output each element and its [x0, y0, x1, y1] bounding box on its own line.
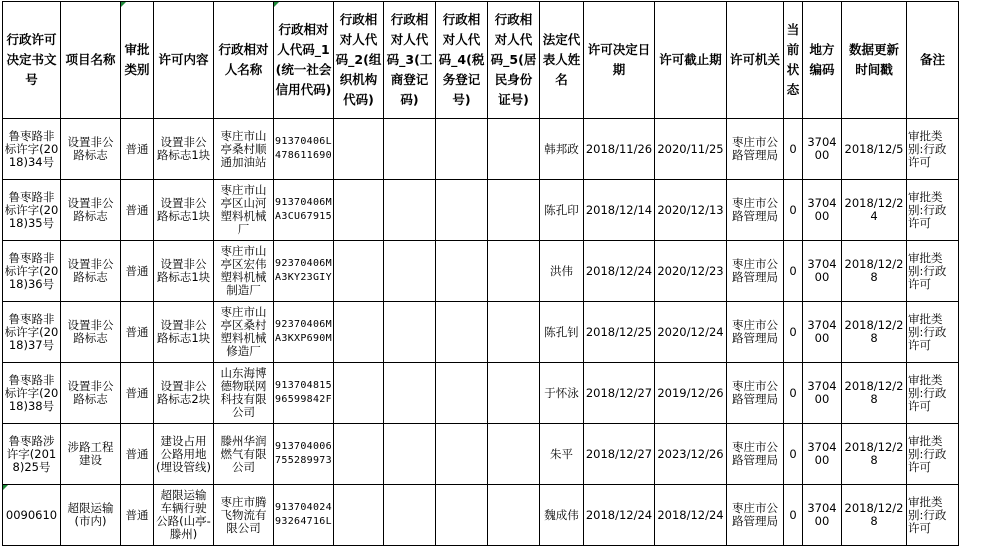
table-cell[interactable]: 设置非公路标志1块: [154, 180, 214, 241]
table-cell[interactable]: 设置非公路标志1块: [154, 302, 214, 363]
table-cell[interactable]: [436, 241, 488, 302]
table-cell[interactable]: [334, 119, 384, 180]
table-cell[interactable]: 2020/12/23: [655, 241, 727, 302]
table-cell[interactable]: 2020/12/24: [655, 302, 727, 363]
table-cell[interactable]: [488, 241, 540, 302]
table-cell[interactable]: [384, 241, 436, 302]
table-cell[interactable]: [334, 485, 384, 546]
table-cell[interactable]: 审批类别:行政许可: [907, 180, 959, 241]
header-cell[interactable]: 地方编码: [803, 2, 842, 119]
header-cell[interactable]: 审批类别: [121, 2, 154, 119]
header-cell[interactable]: 许可机关: [727, 2, 784, 119]
table-cell[interactable]: 2018/12/28: [842, 241, 907, 302]
table-cell[interactable]: 0: [784, 241, 803, 302]
table-cell[interactable]: [436, 485, 488, 546]
table-cell[interactable]: [488, 485, 540, 546]
table-cell[interactable]: 审批类别:行政许可: [907, 302, 959, 363]
table-cell[interactable]: 913704006755289973: [274, 424, 334, 485]
table-cell[interactable]: [488, 424, 540, 485]
header-cell[interactable]: 项目名称: [61, 2, 121, 119]
table-cell[interactable]: 0: [784, 302, 803, 363]
table-row: [3, 424, 959, 485]
table-cell[interactable]: 鲁枣路非标许字(2018)36号: [3, 241, 61, 302]
table-cell[interactable]: 超限运输(市内): [61, 485, 121, 546]
table-cell[interactable]: [384, 363, 436, 424]
table-cell[interactable]: 设置非公路标志2块: [154, 363, 214, 424]
table-cell[interactable]: 370400: [803, 424, 842, 485]
table-cell[interactable]: 审批类别:行政许可: [907, 485, 959, 546]
table-row: [3, 180, 959, 241]
header-row: [3, 2, 959, 119]
table-cell[interactable]: 枣庄市山亭桑村顺通加油站: [214, 119, 274, 180]
table-cell[interactable]: 普通: [121, 119, 154, 180]
table-cell[interactable]: 370400: [803, 119, 842, 180]
table-cell[interactable]: 2018/12/24: [584, 485, 655, 546]
table-cell[interactable]: 2018/12/24: [655, 485, 727, 546]
table-cell[interactable]: 于怀泳: [540, 363, 584, 424]
table-cell[interactable]: 普通: [121, 363, 154, 424]
table-cell[interactable]: [436, 363, 488, 424]
table-cell[interactable]: [384, 119, 436, 180]
table-cell[interactable]: 鲁枣路涉许字(2018)25号: [3, 424, 61, 485]
license-table: [2, 1, 959, 546]
table-cell[interactable]: 超限运输车辆行驶公路(山亭-滕州): [154, 485, 214, 546]
header-cell[interactable]: 行政相对人名称: [214, 2, 274, 119]
table-row: [3, 119, 959, 180]
header-cell[interactable]: 行政相对人代码_4(税务登记号): [436, 2, 488, 119]
table-cell[interactable]: 滕州华润燃气有限公司: [214, 424, 274, 485]
table-cell[interactable]: 鲁枣路非标许字(2018)37号: [3, 302, 61, 363]
table-cell[interactable]: 枣庄市腾飞物流有限公司: [214, 485, 274, 546]
table-cell[interactable]: 370400: [803, 302, 842, 363]
table-cell[interactable]: 2023/12/26: [655, 424, 727, 485]
table-cell[interactable]: 枣庄市公路管理局: [727, 302, 784, 363]
table-cell[interactable]: 91370402493264716L: [274, 485, 334, 546]
table-cell[interactable]: 2020/12/13: [655, 180, 727, 241]
table-cell[interactable]: 枣庄市公路管理局: [727, 485, 784, 546]
table-cell[interactable]: 2018/12/28: [842, 363, 907, 424]
table-cell[interactable]: [488, 119, 540, 180]
table-cell[interactable]: 2018/12/24: [842, 180, 907, 241]
table-cell[interactable]: 0: [784, 180, 803, 241]
table-cell[interactable]: 洪伟: [540, 241, 584, 302]
table-cell[interactable]: 鲁枣路非标许字(2018)35号: [3, 180, 61, 241]
table-cell[interactable]: 枣庄市公路管理局: [727, 241, 784, 302]
header-cell[interactable]: 行政许可决定书文号: [3, 2, 61, 119]
comment-marker-icon: [274, 2, 279, 7]
header-cell[interactable]: 当前状态: [784, 2, 803, 119]
table-cell[interactable]: 韩邦政: [540, 119, 584, 180]
table-cell[interactable]: 91370481596599842F: [274, 363, 334, 424]
table-cell[interactable]: 设置非公路标志: [61, 119, 121, 180]
table-cell[interactable]: 2018/12/28: [842, 485, 907, 546]
table-cell[interactable]: [436, 119, 488, 180]
table-cell[interactable]: 审批类别:行政许可: [907, 241, 959, 302]
table-row: [3, 302, 959, 363]
comment-marker-icon: [121, 2, 126, 7]
table-cell[interactable]: [384, 180, 436, 241]
table-cell[interactable]: [488, 302, 540, 363]
table-cell[interactable]: [488, 180, 540, 241]
table-cell[interactable]: 朱平: [540, 424, 584, 485]
table-cell[interactable]: 设置非公路标志: [61, 241, 121, 302]
table-cell[interactable]: 2018/12/5: [842, 119, 907, 180]
table-cell[interactable]: 2018/11/26: [584, 119, 655, 180]
table-cell[interactable]: 普通: [121, 485, 154, 546]
table-cell[interactable]: 陈孔钊: [540, 302, 584, 363]
table-cell[interactable]: 0: [784, 363, 803, 424]
table-row: [3, 241, 959, 302]
table-cell[interactable]: 审批类别:行政许可: [907, 119, 959, 180]
table-cell[interactable]: 2018/12/28: [842, 302, 907, 363]
table-cell[interactable]: [334, 241, 384, 302]
table-cell[interactable]: 鲁枣路非标许字(2018)38号: [3, 363, 61, 424]
table-cell[interactable]: 0: [784, 119, 803, 180]
table-cell[interactable]: 设置非公路标志1块: [154, 241, 214, 302]
table-cell[interactable]: 91370406MA3CU67915: [274, 180, 334, 241]
table-cell[interactable]: [384, 302, 436, 363]
table-cell[interactable]: 枣庄市公路管理局: [727, 424, 784, 485]
table-cell[interactable]: 普通: [121, 424, 154, 485]
header-cell[interactable]: 法定代表人姓名: [540, 2, 584, 119]
table-cell[interactable]: 审批类别:行政许可: [907, 363, 959, 424]
table-cell[interactable]: 2018/12/14: [584, 180, 655, 241]
table-row: [3, 363, 959, 424]
table-cell[interactable]: 92370406MA3KXP690M: [274, 302, 334, 363]
header-cell[interactable]: 许可内容: [154, 2, 214, 119]
table-cell[interactable]: [334, 180, 384, 241]
table-cell[interactable]: 2018/12/28: [842, 424, 907, 485]
table-cell[interactable]: 山东海博德物联网科技有限公司: [214, 363, 274, 424]
table-cell[interactable]: 91370406L478611690: [274, 119, 334, 180]
table-cell[interactable]: 枣庄市公路管理局: [727, 363, 784, 424]
header-cell[interactable]: 许可决定日期: [584, 2, 655, 119]
table-cell[interactable]: 普通: [121, 302, 154, 363]
table-cell[interactable]: 枣庄市公路管理局: [727, 180, 784, 241]
table-cell[interactable]: 陈孔印: [540, 180, 584, 241]
table-cell[interactable]: 建设占用公路用地(埋设管线): [154, 424, 214, 485]
table-cell[interactable]: 普通: [121, 241, 154, 302]
table-cell[interactable]: 2018/12/24: [584, 241, 655, 302]
table-cell[interactable]: 枣庄市山亭区桑村塑料机械修造厂: [214, 302, 274, 363]
table-cell[interactable]: 魏成伟: [540, 485, 584, 546]
table-cell[interactable]: 涉路工程建设: [61, 424, 121, 485]
table-cell[interactable]: 370400: [803, 180, 842, 241]
header-cell[interactable]: 许可截止期: [655, 2, 727, 119]
table-cell[interactable]: [436, 424, 488, 485]
header-cell[interactable]: 行政相对人代码_1(统一社会信用代码): [274, 2, 334, 119]
table-cell[interactable]: 92370406MA3KY23GIY: [274, 241, 334, 302]
table-cell[interactable]: [436, 302, 488, 363]
table-cell[interactable]: 0090610: [3, 485, 61, 546]
table-cell[interactable]: 设置非公路标志: [61, 302, 121, 363]
table-cell[interactable]: 0: [784, 485, 803, 546]
header-cell[interactable]: 备注: [907, 2, 959, 119]
table-cell[interactable]: 2018/12/27: [584, 424, 655, 485]
table-cell[interactable]: [334, 302, 384, 363]
table-cell[interactable]: 鲁枣路非标许字(2018)34号: [3, 119, 61, 180]
table-cell[interactable]: [384, 424, 436, 485]
table-cell[interactable]: 枣庄市公路管理局: [727, 119, 784, 180]
table-cell[interactable]: 2020/11/25: [655, 119, 727, 180]
table-cell[interactable]: [334, 363, 384, 424]
table-cell[interactable]: 设置非公路标志: [61, 180, 121, 241]
table-cell[interactable]: 370400: [803, 485, 842, 546]
table-cell[interactable]: [334, 424, 384, 485]
table-cell[interactable]: 设置非公路标志1块: [154, 119, 214, 180]
table-cell[interactable]: 0: [784, 424, 803, 485]
table-row: [3, 485, 959, 546]
table-cell[interactable]: 设置非公路标志: [61, 363, 121, 424]
table-cell[interactable]: 2018/12/27: [584, 363, 655, 424]
table-cell[interactable]: [384, 485, 436, 546]
table-cell[interactable]: [436, 180, 488, 241]
header-cell[interactable]: 行政相对人代码_3(工商登记码): [384, 2, 436, 119]
comment-marker-icon: [3, 485, 8, 490]
table-cell[interactable]: 370400: [803, 241, 842, 302]
table-cell[interactable]: 枣庄市山亭区宏伟塑料机械制造厂: [214, 241, 274, 302]
table-cell[interactable]: 审批类别:行政许可: [907, 424, 959, 485]
table-cell[interactable]: 2019/12/26: [655, 363, 727, 424]
header-cell[interactable]: 数据更新时间戳: [842, 2, 907, 119]
table-cell[interactable]: 普通: [121, 180, 154, 241]
table-cell[interactable]: [488, 363, 540, 424]
header-cell[interactable]: 行政相对人代码_5(居民身份证号): [488, 2, 540, 119]
table-cell[interactable]: 2018/12/25: [584, 302, 655, 363]
table-cell[interactable]: 370400: [803, 363, 842, 424]
table-cell[interactable]: 枣庄市山亭区山河塑料机械厂: [214, 180, 274, 241]
header-cell[interactable]: 行政相对人代码_2(组织机构代码): [334, 2, 384, 119]
